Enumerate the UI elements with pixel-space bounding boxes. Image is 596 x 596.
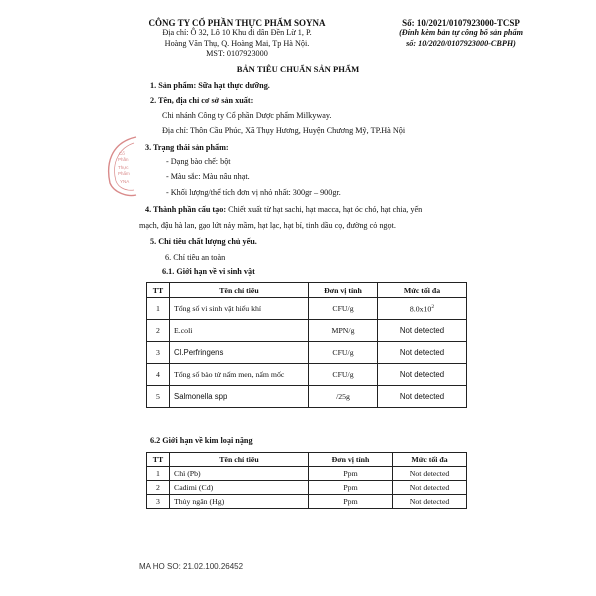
header-unit: Đơn vị tính (309, 283, 378, 298)
header-name: Tên chỉ tiêu (170, 283, 309, 298)
table-row (147, 364, 467, 386)
header-tt: TT (147, 283, 170, 298)
header-left (132, 18, 342, 60)
microbial-limits-table (146, 282, 467, 408)
heavy-metal-limits-table (146, 452, 467, 509)
row-tt: 3 (147, 495, 170, 509)
section-3-color: - Màu sắc: Màu nâu nhạt. (166, 172, 250, 181)
row-unit: Ppm (309, 495, 393, 509)
record-code-footer: MA HO SO: 21.02.100.26452 (139, 562, 244, 571)
header-max: Mức tối đa (393, 453, 467, 467)
svg-text:Phần: Phần (118, 157, 129, 162)
company-address-line-2: Hoàng Văn Thụ, Q. Hoàng Mai, Tp Hà Nội. (164, 38, 310, 48)
row-unit: CFU/g (309, 298, 378, 320)
row-name: Cl.Perfringens (170, 342, 309, 364)
row-name: E.coli (170, 320, 309, 342)
row-max: Not detected (378, 364, 467, 386)
row-max: Not detected (393, 495, 467, 509)
row-tt: 3 (147, 342, 170, 364)
row-name: Chì (Pb) (170, 467, 309, 481)
company-tax-code: MST: 0107923000 (206, 49, 268, 59)
section-4-text-1: Chiết xuất từ hạt sachi, hạt macca, hạt óc chó, hạt chia, yến (226, 205, 423, 214)
header-unit: Đơn vị tính (309, 453, 393, 467)
svg-text:Cổ: Cổ (119, 151, 125, 156)
row-max: Not detected (378, 320, 467, 342)
table-header-row (147, 283, 467, 298)
table-row (147, 467, 467, 481)
row-unit: CFU/g (309, 364, 378, 386)
section-6-2-label: 6.2 Giới hạn về kim loại nặng (150, 436, 253, 445)
section-1-label: 1. Sản phẩm: (150, 81, 197, 90)
attachment-note-2: số: 10/2020/0107923000-CBPH) (406, 38, 516, 48)
company-address-line-1: Địa chỉ: Ô 32, Lô 10 Khu đi dân Đền Lừ 1, P. (162, 28, 312, 38)
row-name: Thủy ngân (Hg) (170, 495, 309, 509)
section-3-form: - Dạng bào chế: bột (166, 157, 231, 166)
table-row (147, 298, 467, 320)
section-4-label: 4. Thành phần cấu tạo: (145, 205, 227, 214)
section-2-label: 2. Tên, địa chỉ cơ sở sản xuất: (150, 96, 254, 105)
section-4-text-2: mạch, đậu hà lan, gạo lứt nảy mầm, hạt lạc, hạt bí, tinh dầu cọ, đường cỏ ngọt. (139, 221, 396, 230)
table-row (147, 320, 467, 342)
row-max: Not detected (378, 342, 467, 364)
row-max: Not detected (393, 467, 467, 481)
row-tt: 1 (147, 467, 170, 481)
row-name: Cadimi (Cd) (170, 481, 309, 495)
row-max (378, 298, 467, 320)
table-row (147, 342, 467, 364)
row-unit: /25g (309, 386, 378, 408)
table-row (147, 481, 467, 495)
header-tt: TT (147, 453, 170, 467)
row-name: Salmonella spp (170, 386, 309, 408)
attachment-note-1: (Đính kèm bản tự công bố sản phẩm (399, 28, 523, 38)
svg-text:Thực: Thực (118, 165, 129, 170)
red-stamp-mark (104, 135, 138, 197)
max-exponent: 2 (431, 303, 435, 310)
row-tt: 5 (147, 386, 170, 408)
section-5-label: 5. Chỉ tiêu chất lượng chủ yếu. (150, 237, 257, 246)
section-3-weight: - Khối lượng/thể tích đơn vị nhỏ nhất: 300gr – 900gr. (166, 188, 341, 197)
max-base: 8.0x10 (409, 304, 432, 314)
row-unit: CFU/g (309, 342, 378, 364)
section-2-factory: Chi nhánh Công ty Cổ phần Dược phẩm Milkyway. (162, 111, 332, 120)
table-row (147, 386, 467, 408)
svg-text:Phẩm: Phẩm (118, 171, 130, 176)
section-2-address: Địa chỉ: Thôn Cầu Phúc, Xã Thụy Hương, Huyện Chương Mỹ, TP.Hà Nội (162, 126, 406, 135)
document-title: BẢN TIÊU CHUẨN SẢN PHẨM (236, 64, 360, 74)
row-max: Not detected (393, 481, 467, 495)
row-unit: MPN/g (309, 320, 378, 342)
row-unit: Ppm (309, 467, 393, 481)
row-tt: 2 (147, 320, 170, 342)
section-1-value: Sữa hạt thực dưỡng. (196, 81, 270, 90)
header-max: Mức tối đa (378, 283, 467, 298)
header-name: Tên chỉ tiêu (170, 453, 309, 467)
section-6-label: 6. Chỉ tiêu an toàn (165, 253, 226, 262)
row-tt: 4 (147, 364, 170, 386)
section-6-1-label: 6.1. Giới hạn về vi sinh vật (162, 267, 255, 276)
row-name: Tổng số vi sinh vật hiếu khí (170, 298, 309, 320)
header-right (346, 18, 576, 49)
row-unit: Ppm (309, 481, 393, 495)
row-tt: 2 (147, 481, 170, 495)
section-4 (145, 205, 422, 215)
row-tt: 1 (147, 298, 170, 320)
svg-text:YNA: YNA (120, 179, 130, 184)
section-3-label: 3. Trạng thái sản phẩm: (145, 143, 229, 152)
company-name: CÔNG TY CỔ PHẦN THỰC PHẨM SOYNA (148, 18, 326, 28)
table-header-row (147, 453, 467, 467)
section-1 (150, 81, 270, 91)
row-name: Tổng số bào tử nấm men, nấm mốc (170, 364, 309, 386)
table-row (147, 495, 467, 509)
row-max: Not detected (378, 386, 467, 408)
document-number: Số: 10/2021/0107923000-TCSP (402, 18, 520, 28)
